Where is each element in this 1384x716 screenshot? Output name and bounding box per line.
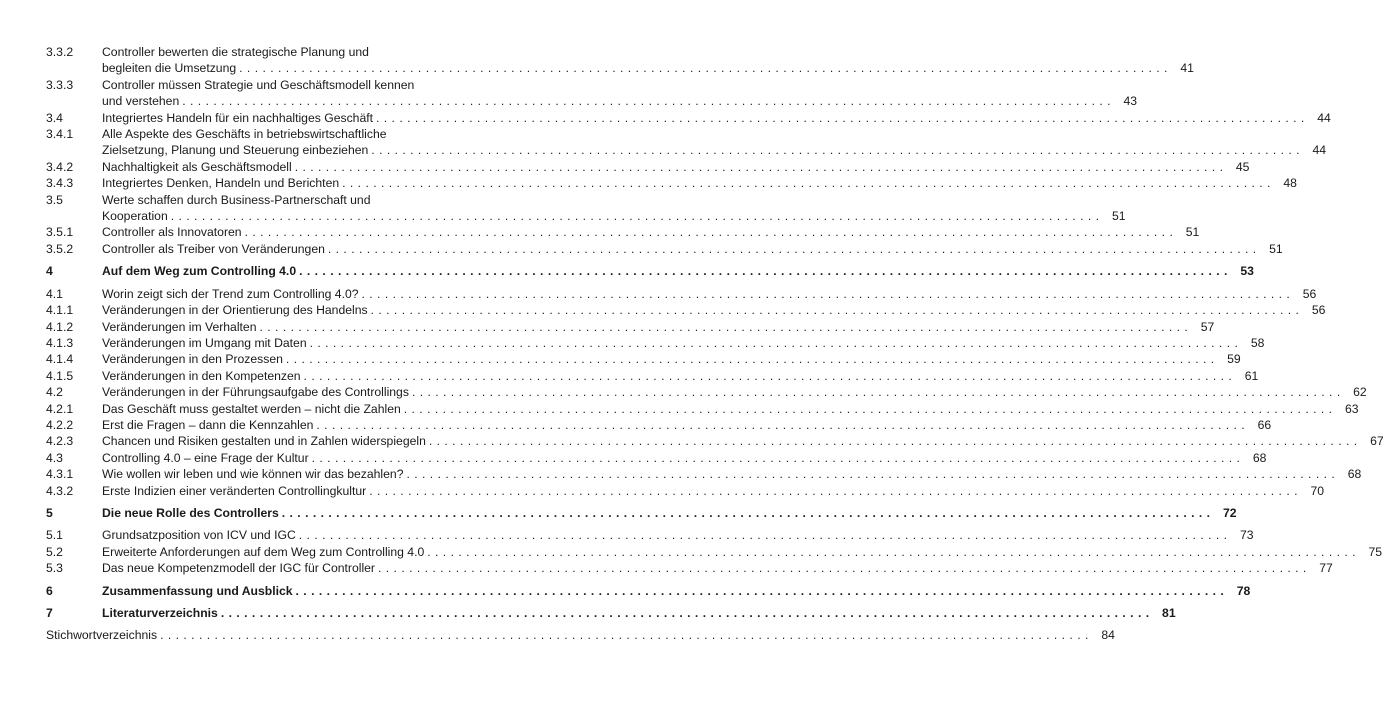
entry-title: Erste Indizien einer veränderten Controllingkultur: [102, 483, 367, 498]
page-number: 41: [1180, 61, 1194, 76]
section-number: 3.5: [46, 192, 63, 207]
page-number: 72: [1222, 505, 1237, 520]
toc-entry[interactable]: [46, 401, 1359, 417]
dot-leader: . . . . . . . . . . . . . . . . . . . . . . . . . . . . . . . . . . . . . . . . . . . . . . . . . . . . . . . . . . . . . . . . . . . . . . . . . . . . . . . . . . . . . . . . . . . . . . . . . . . . . . . . . . . . . . . . . . . . . . . .: [369, 483, 1298, 498]
toc-entry[interactable]: [46, 286, 1317, 302]
toc-entry[interactable]: [46, 192, 1126, 225]
toc-entry[interactable]: [46, 175, 1297, 191]
page-number: 43: [1123, 94, 1138, 109]
toc-entry[interactable]: [46, 544, 1383, 560]
toc-entry[interactable]: [46, 368, 1259, 384]
entry-title: Werte schaffen durch Business-Partnerschaft und: [102, 192, 371, 207]
dot-leader: . . . . . . . . . . . . . . . . . . . . . . . . . . . . . . . . . . . . . . . . . . . . . . . . . . . . . . . . . . . . . . . . . . . . . . . . . . . . . . . . . . . . . . . . . . . . . . . . . . . . . . . . . . . . . . . . . . . . . . . .: [303, 368, 1233, 383]
toc-entry[interactable]: [46, 319, 1215, 335]
toc-entry[interactable]: [46, 110, 1331, 126]
dot-leader: . . . . . . . . . . . . . . . . . . . . . . . . . . . . . . . . . . . . . . . . . . . . . . . . . . . . . . . . . . . . . . . . . . . . . . . . . . . . . . . . . . . . . . . . . . . . . . . . . . . . . . . . . . . . . . . . . . . . . . . .: [160, 628, 1089, 643]
dot-leader: . . . . . . . . . . . . . . . . . . . . . . . . . . . . . . . . . . . . . . . . . . . . . . . . . . . . . . . . . . . . . . . . . . . . . . . . . . . . . . . . . . . . . . . . . . . . . . . . . . . . . . . . . . . . . . . . . . . . . . . .: [327, 241, 1257, 256]
page-number: 78: [1236, 583, 1251, 598]
section-number: 3.5.1: [46, 225, 74, 240]
entry-title: Nachhaltigkeit als Geschäftsmodell: [102, 159, 292, 174]
toc-entry[interactable]: [46, 466, 1362, 482]
page-number: 67: [1370, 434, 1384, 449]
toc-entry[interactable]: [46, 527, 1254, 543]
dot-leader: . . . . . . . . . . . . . . . . . . . . . . . . . . . . . . . . . . . . . . . . . . . . . . . . . . . . . . . . . . . . . . . . . . . . . . . . . . . . . . . . . . . . . . . . . . . . . . . . . . . . . . . . . . . . . . . . . . . . . . . .: [311, 450, 1241, 465]
page-number: 62: [1353, 385, 1367, 400]
section-number: 4.2: [46, 385, 63, 400]
dot-leader: . . . . . . . . . . . . . . . . . . . . . . . . . . . . . . . . . . . . . . . . . . . . . . . . . . . . . . . . . . . . . . . . . . . . . . . . . . . . . . . . . . . . . . . . . . . . . . . . . . . . . . . . . . . . . . . . . . . . . . . .: [370, 303, 1300, 318]
section-number: 6: [46, 583, 53, 598]
section-number: 4.1.1: [46, 303, 74, 318]
section-number: 3.4.3: [46, 176, 74, 191]
toc-entry[interactable]: [46, 560, 1333, 576]
toc-entry[interactable]: [46, 302, 1326, 318]
dot-leader: . . . . . . . . . . . . . . . . . . . . . . . . . . . . . . . . . . . . . . . . . . . . . . . . . . . . . . . . . . . . . . . . . . . . . . . . . . . . . . . . . . . . . . . . . . . . . . . . . . . . . . . . . . . . . . . . . . . . . . . .: [285, 352, 1215, 367]
page-number: 73: [1239, 528, 1254, 543]
entry-title: Controller bewerten die strategische Planung und: [102, 45, 369, 59]
toc-entry[interactable]: [46, 483, 1324, 499]
toc-entry[interactable]: [46, 433, 1384, 449]
section-number: 4.1.5: [46, 368, 74, 383]
page-number: 51: [1269, 241, 1283, 256]
page-number: 61: [1244, 368, 1259, 383]
dot-leader: . . . . . . . . . . . . . . . . . . . . . . . . . . . . . . . . . . . . . . . . . . . . . . . . . . . . . . . . . . . . . . . . . . . . . . . . . . . . . . . . . . . . . . . . . . . . . . . . . . . . . . . . . . . . . . . . . . . . . . . .: [294, 159, 1224, 174]
toc-index-entry[interactable]: [46, 627, 1115, 643]
page-number: 56: [1311, 303, 1326, 318]
entry-title: Zusammenfassung und Ausblick: [102, 583, 293, 598]
dot-leader: . . . . . . . . . . . . . . . . . . . . . . . . . . . . . . . . . . . . . . . . . . . . . . . . . . . . . . . . . . . . . . . . . . . . . . . . . . . . . . . . . . . . . . . . . . . . . . . . . . . . . . . . . . . . . . . . . . . . . . . .: [170, 209, 1100, 224]
page-number: 58: [1250, 335, 1265, 350]
section-number: 3.4.1: [46, 127, 74, 142]
section-number: 4.2.2: [46, 417, 74, 432]
entry-title: Veränderungen im Verhalten: [102, 319, 257, 334]
toc-entry[interactable]: [46, 126, 1327, 159]
page-number: 68: [1347, 467, 1362, 482]
section-number: 3.5.2: [46, 241, 74, 256]
dot-leader: . . . . . . . . . . . . . . . . . . . . . . . . . . . . . . . . . . . . . . . . . . . . . . . . . . . . . . . . . . . . . . . . . . . . . . . . . . . . . . . . . . . . . . . . . . . . . . . . . . . . . . . . . . . . . . . . . . . . . . . .: [299, 264, 1228, 279]
page-number: 44: [1317, 110, 1331, 125]
entry-title: Zielsetzung, Planung und Steuerung einbeziehen: [102, 143, 369, 158]
dot-leader: . . . . . . . . . . . . . . . . . . . . . . . . . . . . . . . . . . . . . . . . . . . . . . . . . . . . . . . . . . . . . . . . . . . . . . . . . . . . . . . . . . . . . . . . . . . . . . . . . . . . . . . . . . . . . . . . . . . . . . . .: [342, 176, 1271, 191]
dot-leader: . . . . . . . . . . . . . . . . . . . . . . . . . . . . . . . . . . . . . . . . . . . . . . . . . . . . . . . . . . . . . . . . . . . . . . . . . . . . . . . . . . . . . . . . . . . . . . . . . . . . . . . . . . . . . . . . . . . . . . . .: [427, 544, 1357, 559]
entry-title: Controller als Treiber von Veränderungen: [102, 241, 325, 256]
section-number: 4.3.2: [46, 483, 74, 498]
entry-title: und verstehen: [102, 94, 180, 109]
section-number: 4.3: [46, 450, 63, 465]
entry-title: Integriertes Handeln für ein nachhaltiges Geschäft: [102, 110, 373, 125]
page-number: 84: [1101, 628, 1115, 643]
section-number: 4.1.3: [46, 335, 74, 350]
dot-leader: . . . . . . . . . . . . . . . . . . . . . . . . . . . . . . . . . . . . . . . . . . . . . . . . . . . . . . . . . . . . . . . . . . . . . . . . . . . . . . . . . . . . . . . . . . . . . . . . . . . . . . . . . . . . . . . . . . . . . . . .: [378, 561, 1307, 576]
table-of-contents: [46, 44, 1384, 644]
dot-leader: . . . . . . . . . . . . . . . . . . . . . . . . . . . . . . . . . . . . . . . . . . . . . . . . . . . . . . . . . . . . . . . . . . . . . . . . . . . . . . . . . . . . . . . . . . . . . . . . . . . . . . . . . . . . . . . . . . . . . . . .: [428, 434, 1358, 449]
entry-title: Veränderungen in der Orientierung des Handelns: [102, 303, 368, 318]
entry-title: Kooperation: [102, 209, 168, 224]
section-number: 3.4: [46, 110, 63, 125]
page-number: 59: [1227, 352, 1241, 367]
entry-title: Literaturverzeichnis: [102, 606, 218, 620]
toc-chapter-entry[interactable]: [46, 505, 1237, 521]
entry-title: Worin zeigt sich der Trend zum Controlling 4.0?: [102, 286, 359, 301]
entry-title: begleiten die Umsetzung: [102, 61, 237, 76]
entry-title: Das Geschäft muss gestaltet werden – nicht die Zahlen: [102, 401, 401, 416]
entry-title: Erweiterte Anforderungen auf dem Weg zum Controlling 4.0: [102, 544, 425, 559]
section-number: 4.2.1: [46, 401, 74, 416]
dot-leader: . . . . . . . . . . . . . . . . . . . . . . . . . . . . . . . . . . . . . . . . . . . . . . . . . . . . . . . . . . . . . . . . . . . . . . . . . . . . . . . . . . . . . . . . . . . . . . . . . . . . . . . . . . . . . . . . . . . . . . . .: [361, 286, 1291, 301]
toc-entry[interactable]: [46, 77, 1138, 110]
toc-entry[interactable]: [46, 44, 1194, 77]
dot-leader: . . . . . . . . . . . . . . . . . . . . . . . . . . . . . . . . . . . . . . . . . . . . . . . . . . . . . . . . . . . . . . . . . . . . . . . . . . . . . . . . . . . . . . . . . . . . . . . . . . . . . . . . . . . . . . . . . . . . . . . .: [371, 143, 1301, 158]
section-number: 5.2: [46, 544, 63, 559]
entry-title: Grundsatzposition von ICV und IGC: [102, 528, 296, 543]
dot-leader: . . . . . . . . . . . . . . . . . . . . . . . . . . . . . . . . . . . . . . . . . . . . . . . . . . . . . . . . . . . . . . . . . . . . . . . . . . . . . . . . . . . . . . . . . . . . . . . . . . . . . . . . . . . . . . . . . . . . . . . .: [309, 335, 1239, 350]
entry-title: Alle Aspekte des Geschäfts in betriebswirtschaftliche: [102, 127, 387, 142]
dot-leader: . . . . . . . . . . . . . . . . . . . . . . . . . . . . . . . . . . . . . . . . . . . . . . . . . . . . . . . . . . . . . . . . . . . . . . . . . . . . . . . . . . . . . . . . . . . . . . . . . . . . . . . . . . . . . . . . . . . . . . . .: [259, 319, 1189, 334]
section-number: 5: [46, 505, 53, 520]
page-number: 45: [1235, 159, 1250, 174]
entry-title: Auf dem Weg zum Controlling 4.0: [102, 264, 297, 279]
page-number: 81: [1162, 606, 1176, 620]
entry-title: Controlling 4.0 – eine Frage der Kultur: [102, 450, 309, 465]
section-number: 4.1: [46, 286, 63, 301]
section-number: 4.3.1: [46, 467, 74, 482]
page-number: 63: [1344, 401, 1359, 416]
entry-title: Chancen und Risiken gestalten und in Zahlen widerspiegeln: [102, 434, 426, 449]
section-number: 3.3.3: [46, 77, 74, 92]
entry-title: Veränderungen in der Führungsaufgabe des Controllings: [102, 385, 409, 400]
section-number: 4.2.3: [46, 434, 74, 449]
toc-entry[interactable]: [46, 335, 1265, 351]
entry-title: Stichwortverzeichnis: [46, 628, 158, 643]
page-number: 66: [1257, 417, 1272, 432]
dot-leader: . . . . . . . . . . . . . . . . . . . . . . . . . . . . . . . . . . . . . . . . . . . . . . . . . . . . . . . . . . . . . . . . . . . . . . . . . . . . . . . . . . . . . . . . . . . . . . . . . . . . . . . . . . . . . . . . . . . . . . . .: [298, 528, 1228, 543]
entry-title: Controller müssen Strategie und Geschäftsmodell kennen: [102, 77, 415, 92]
page-number: 57: [1200, 319, 1215, 334]
toc-entry[interactable]: [46, 224, 1200, 240]
section-number: 5.1: [46, 528, 63, 543]
page-number: 51: [1111, 209, 1126, 224]
section-number: 4.1.2: [46, 319, 74, 334]
entry-title: Veränderungen in den Prozessen: [102, 352, 283, 367]
section-number: 4.1.4: [46, 352, 74, 367]
page-number: 75: [1368, 544, 1383, 559]
dot-leader: . . . . . . . . . . . . . . . . . . . . . . . . . . . . . . . . . . . . . . . . . . . . . . . . . . . . . . . . . . . . . . . . . . . . . . . . . . . . . . . . . . . . . . . . . . . . . . . . . . . . . . . . . . . . . . . . . . . . . . . .: [295, 583, 1225, 598]
toc-entry[interactable]: [46, 351, 1241, 367]
dot-leader: . . . . . . . . . . . . . . . . . . . . . . . . . . . . . . . . . . . . . . . . . . . . . . . . . . . . . . . . . . . . . . . . . . . . . . . . . . . . . . . . . . . . . . . . . . . . . . . . . . . . . . . . . . . . . . . . . . . . . . . .: [316, 417, 1246, 432]
page-number: 68: [1252, 450, 1267, 465]
entry-title: Veränderungen im Umgang mit Daten: [102, 335, 307, 350]
section-number: 3.4.2: [46, 159, 74, 174]
entry-title: Erst die Fragen – dann die Kennzahlen: [102, 417, 314, 432]
entry-title: Das neue Kompetenzmodell der IGC für Controller: [102, 561, 375, 576]
toc-chapter-entry[interactable]: [46, 263, 1254, 279]
section-number: 7: [46, 606, 53, 620]
page-number: 77: [1319, 561, 1333, 576]
page-number: 56: [1302, 286, 1317, 301]
section-number: 4: [46, 264, 53, 279]
dot-leader: . . . . . . . . . . . . . . . . . . . . . . . . . . . . . . . . . . . . . . . . . . . . . . . . . . . . . . . . . . . . . . . . . . . . . . . . . . . . . . . . . . . . . . . . . . . . . . . . . . . . . . . . . . . . . . . . . . . . . . . .: [244, 225, 1174, 240]
section-number: 5.3: [46, 561, 63, 576]
toc-entry[interactable]: [46, 384, 1367, 400]
entry-title: Wie wollen wir leben und wie können wir das bezahlen?: [102, 467, 404, 482]
section-number: 3.3.2: [46, 45, 74, 59]
entry-title: Die neue Rolle des Controllers: [102, 505, 279, 520]
toc-chapter-entry[interactable]: [46, 583, 1251, 599]
toc-entry[interactable]: [46, 450, 1267, 466]
entry-title: Integriertes Denken, Handeln und Berichten: [102, 176, 340, 191]
page-number: 51: [1185, 225, 1200, 240]
page-number: 53: [1240, 264, 1254, 279]
dot-leader: . . . . . . . . . . . . . . . . . . . . . . . . . . . . . . . . . . . . . . . . . . . . . . . . . . . . . . . . . . . . . . . . . . . . . . . . . . . . . . . . . . . . . . . . . . . . . . . . . . . . . . . . . . . . . . . . . . . . . . . .: [406, 467, 1336, 482]
dot-leader: . . . . . . . . . . . . . . . . . . . . . . . . . . . . . . . . . . . . . . . . . . . . . . . . . . . . . . . . . . . . . . . . . . . . . . . . . . . . . . . . . . . . . . . . . . . . . . . . . . . . . . . . . . . . . . . . . . . . . . . .: [376, 110, 1305, 125]
page-number: 44: [1312, 143, 1327, 158]
toc-entry[interactable]: [46, 241, 1283, 257]
toc-entry[interactable]: [46, 159, 1250, 175]
page-number: 48: [1283, 176, 1297, 191]
toc-chapter-entry[interactable]: [46, 605, 1176, 621]
entry-title: Controller als Innovatoren: [102, 225, 242, 240]
dot-leader: . . . . . . . . . . . . . . . . . . . . . . . . . . . . . . . . . . . . . . . . . . . . . . . . . . . . . . . . . . . . . . . . . . . . . . . . . . . . . . . . . . . . . . . . . . . . . . . . . . . . . . . . . . . . . . . . . . . . . . . .: [239, 61, 1168, 76]
entry-title: Veränderungen in den Kompetenzen: [102, 368, 301, 383]
dot-leader: . . . . . . . . . . . . . . . . . . . . . . . . . . . . . . . . . . . . . . . . . . . . . . . . . . . . . . . . . . . . . . . . . . . . . . . . . . . . . . . . . . . . . . . . . . . . . . . . . . . . . . . . . . . . . . . . . . . . . . . .: [182, 94, 1112, 109]
dot-leader: . . . . . . . . . . . . . . . . . . . . . . . . . . . . . . . . . . . . . . . . . . . . . . . . . . . . . . . . . . . . . . . . . . . . . . . . . . . . . . . . . . . . . . . . . . . . . . . . . . . . . . . . . . . . . . . . . . . . . . . .: [411, 385, 1341, 400]
dot-leader: . . . . . . . . . . . . . . . . . . . . . . . . . . . . . . . . . . . . . . . . . . . . . . . . . . . . . . . . . . . . . . . . . . . . . . . . . . . . . . . . . . . . . . . . . . . . . . . . . . . . . . . . . . . . . . . . . . . . . . . .: [281, 505, 1211, 520]
page-number: 70: [1310, 483, 1324, 498]
dot-leader: . . . . . . . . . . . . . . . . . . . . . . . . . . . . . . . . . . . . . . . . . . . . . . . . . . . . . . . . . . . . . . . . . . . . . . . . . . . . . . . . . . . . . . . . . . . . . . . . . . . . . . . . . . . . . . . . . . . . . . . .: [220, 606, 1150, 620]
toc-entry[interactable]: [46, 417, 1272, 433]
dot-leader: . . . . . . . . . . . . . . . . . . . . . . . . . . . . . . . . . . . . . . . . . . . . . . . . . . . . . . . . . . . . . . . . . . . . . . . . . . . . . . . . . . . . . . . . . . . . . . . . . . . . . . . . . . . . . . . . . . . . . . . .: [403, 401, 1333, 416]
